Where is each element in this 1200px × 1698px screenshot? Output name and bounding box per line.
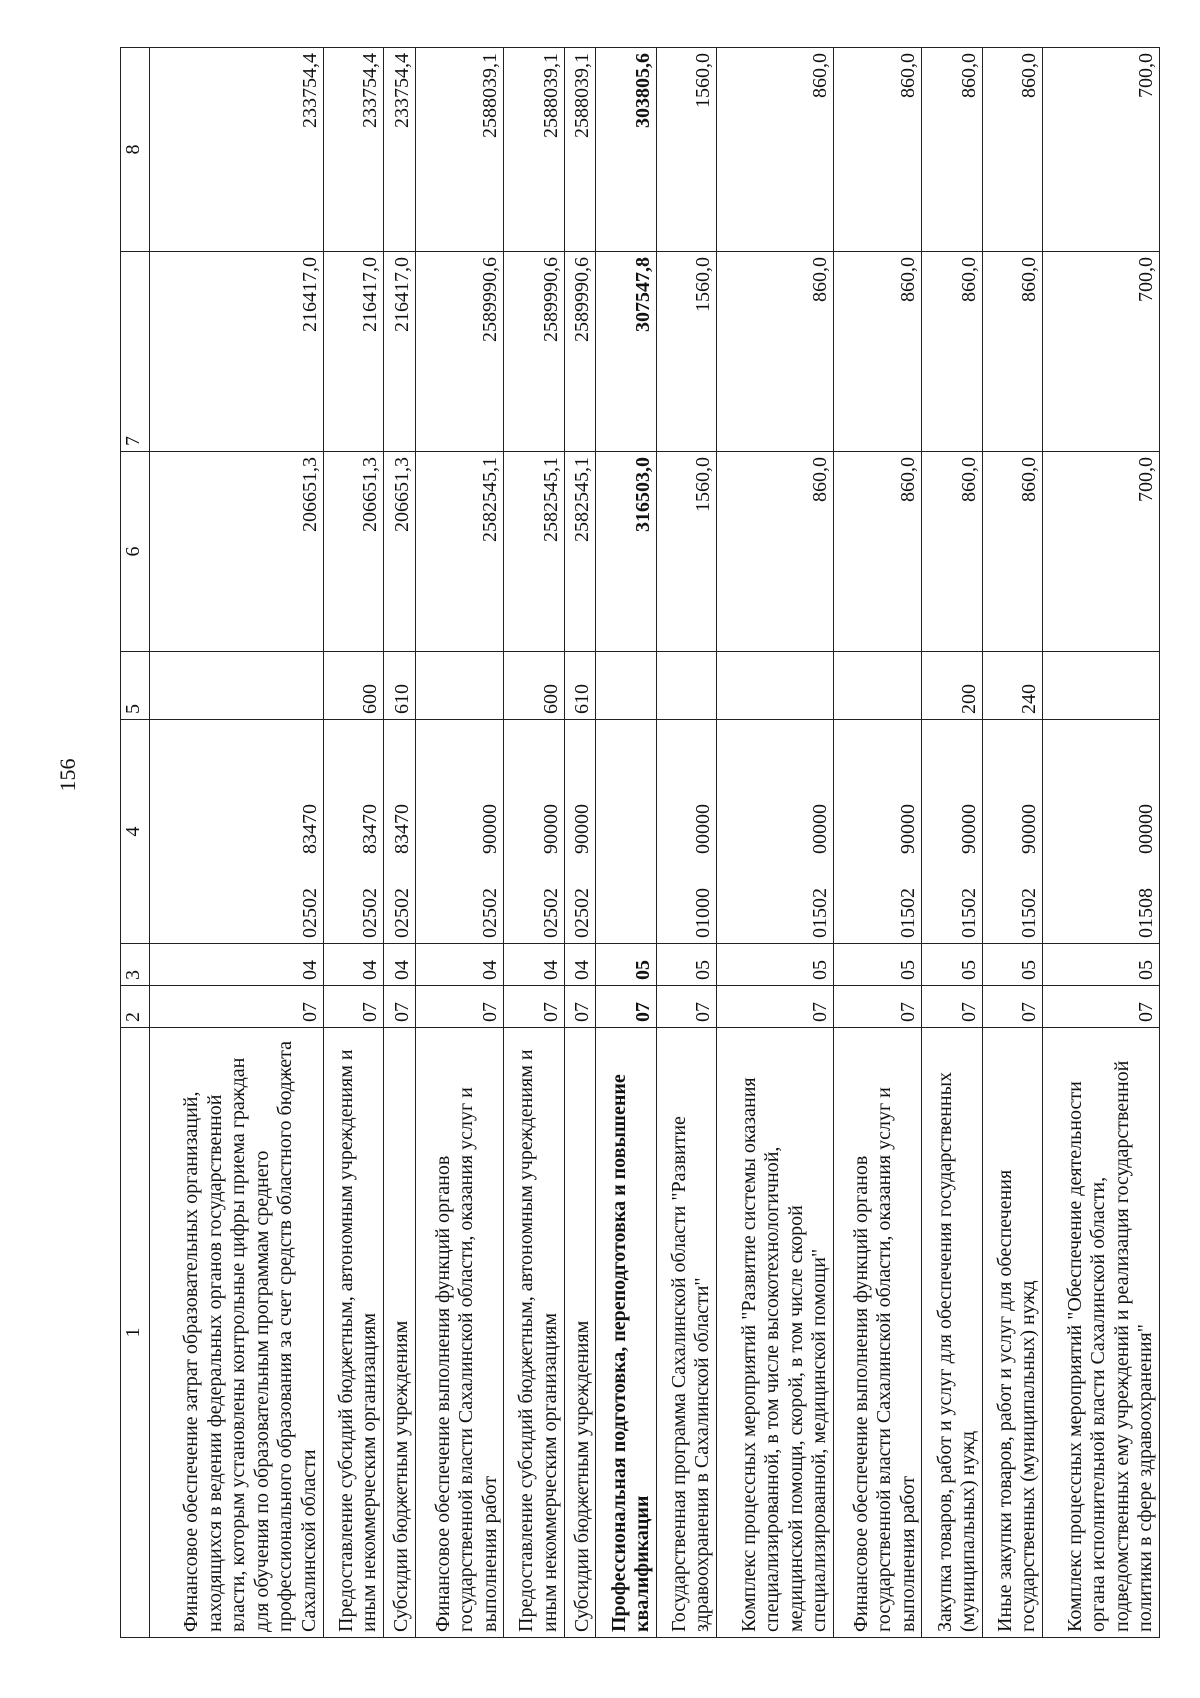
section-code: 07 [1042, 986, 1159, 1028]
amount-col-8: 700,0 [1042, 48, 1159, 252]
row-description: Финансовое обеспечение выполнения функций органов государственной власти Сахалинской области, оказания услуг и выполнения работ [833, 1028, 922, 1638]
target-article-code [504, 720, 564, 944]
subsection-code: 05 [716, 944, 833, 986]
direction-code: 90000 [539, 804, 562, 854]
program-code: 01502 [957, 888, 980, 938]
expense-type-code [656, 652, 716, 720]
amount-col-6: 206651,3 [323, 452, 383, 652]
amount-col-8: 233754,4 [150, 48, 324, 252]
section-code: 07 [415, 986, 504, 1028]
target-article-code [564, 720, 596, 944]
program-code: 01502 [1017, 888, 1040, 938]
expense-type-code [150, 652, 324, 720]
target-article-code [833, 720, 922, 944]
amount-col-6: 860,0 [982, 452, 1042, 652]
expense-type-code: 200 [922, 652, 982, 720]
direction-code: 00000 [808, 804, 831, 854]
amount-col-7: 216417,0 [383, 252, 415, 452]
expense-type-code: 240 [982, 652, 1042, 720]
amount-col-7: 2589990,6 [415, 252, 504, 452]
table-row [383, 48, 415, 1638]
header-row [121, 48, 150, 1638]
section-code: 07 [656, 986, 716, 1028]
row-description: Предоставление субсидий бюджетным, автономным учреждениям и иным некоммерческим организациям [323, 1028, 383, 1638]
amount-col-7: 860,0 [716, 252, 833, 452]
program-code: 02502 [539, 888, 562, 938]
target-article-code [323, 720, 383, 944]
direction-code: 90000 [479, 804, 502, 854]
page-number: 156 [55, 758, 80, 792]
column-header: 7 [121, 252, 150, 452]
table-row [833, 48, 922, 1638]
section-code: 07 [833, 986, 922, 1028]
amount-col-8: 860,0 [982, 48, 1042, 252]
amount-col-8: 303805,6 [596, 48, 656, 252]
direction-code: 90000 [571, 804, 594, 854]
subsection-code: 04 [383, 944, 415, 986]
program-code: 02502 [390, 888, 413, 938]
section-code: 07 [504, 986, 564, 1028]
amount-col-6: 860,0 [833, 452, 922, 652]
direction-code: 90000 [957, 804, 980, 854]
direction-code: 00000 [691, 804, 714, 854]
amount-col-6: 206651,3 [383, 452, 415, 652]
program-code: 02502 [298, 888, 321, 938]
row-description: Субсидии бюджетным учреждениям [564, 1028, 596, 1638]
target-article-code [982, 720, 1042, 944]
subsection-code: 05 [656, 944, 716, 986]
expense-type-code: 600 [504, 652, 564, 720]
table-row [716, 48, 833, 1638]
target-article-code [415, 720, 504, 944]
amount-col-6: 2582545,1 [564, 452, 596, 652]
amount-col-8: 1560,0 [656, 48, 716, 252]
table-row [922, 48, 982, 1638]
table-row [415, 48, 504, 1638]
program-code: 02502 [358, 888, 381, 938]
amount-col-7: 2589990,6 [504, 252, 564, 452]
table-row [1042, 48, 1159, 1638]
section-code: 07 [150, 986, 324, 1028]
amount-col-7: 216417,0 [323, 252, 383, 452]
table-row [323, 48, 383, 1638]
row-description: Государственная программа Сахалинской области "Развитие здравоохранения в Сахалинской области" [656, 1028, 716, 1638]
table-row [656, 48, 716, 1638]
amount-col-7: 860,0 [922, 252, 982, 452]
amount-col-6: 700,0 [1042, 452, 1159, 652]
amount-col-7: 216417,0 [150, 252, 324, 452]
subsection-code: 04 [504, 944, 564, 986]
subsection-code: 05 [982, 944, 1042, 986]
program-code: 01508 [1135, 888, 1157, 938]
budget-table [120, 47, 1160, 1638]
section-code: 07 [716, 986, 833, 1028]
rotated-page [120, 48, 1160, 1638]
subsection-code: 04 [150, 944, 324, 986]
target-article-code [150, 720, 324, 944]
expense-type-code [716, 652, 833, 720]
amount-col-6: 2582545,1 [415, 452, 504, 652]
program-code: 02502 [479, 888, 502, 938]
amount-col-8: 233754,4 [383, 48, 415, 252]
column-header: 6 [121, 452, 150, 652]
row-description: Предоставление субсидий бюджетным, автономным учреждениям и иным некоммерческим организациям [504, 1028, 564, 1638]
section-code: 07 [323, 986, 383, 1028]
subsection-code: 04 [415, 944, 504, 986]
amount-col-8: 2588039,1 [564, 48, 596, 252]
amount-col-7: 860,0 [833, 252, 922, 452]
table-row [504, 48, 564, 1638]
amount-col-6: 206651,3 [150, 452, 324, 652]
direction-code: 00000 [1135, 804, 1157, 854]
amount-col-8: 2588039,1 [504, 48, 564, 252]
row-description: Иные закупки товаров, работ и услуг для обеспечения государственных (муниципальных) нужд [982, 1028, 1042, 1638]
program-code: 02502 [571, 888, 594, 938]
target-article-code [596, 720, 656, 944]
table-row [564, 48, 596, 1638]
row-description: Финансовое обеспечение выполнения функций органов государственной власти Сахалинской области, оказания услуг и выполнения работ [415, 1028, 504, 1638]
target-article-code [922, 720, 982, 944]
row-description: Финансовое обеспечение затрат образовательных организаций, находящихся в ведении федеральных органов государственной власти, которым установлены контрольные цифры приема граждан для обучения по образовательным программам среднего профессионального образования за счет средств областного бюджета Сахалинской области [150, 1028, 324, 1638]
expense-type-code [833, 652, 922, 720]
direction-code: 83470 [390, 804, 413, 854]
subsection-code: 05 [1042, 944, 1159, 986]
row-description: Субсидии бюджетным учреждениям [383, 1028, 415, 1638]
direction-code: 83470 [358, 804, 381, 854]
column-header: 8 [121, 48, 150, 252]
section-code: 07 [383, 986, 415, 1028]
amount-col-7: 307547,8 [596, 252, 656, 452]
column-header: 3 [121, 944, 150, 986]
subsection-code: 05 [833, 944, 922, 986]
subsection-code: 05 [596, 944, 656, 986]
target-article-code [383, 720, 415, 944]
program-code: 01502 [808, 888, 831, 938]
subsection-code: 05 [922, 944, 982, 986]
amount-col-8: 860,0 [716, 48, 833, 252]
amount-col-8: 860,0 [833, 48, 922, 252]
amount-col-8: 233754,4 [323, 48, 383, 252]
amount-col-8: 2588039,1 [415, 48, 504, 252]
row-description: Закупка товаров, работ и услуг для обеспечения государственных (муниципальных) нужд [922, 1028, 982, 1638]
section-code: 07 [982, 986, 1042, 1028]
row-description: Профессиональная подготовка, переподготовка и повышение квалификации [596, 1028, 656, 1638]
amount-col-7: 860,0 [982, 252, 1042, 452]
program-code: 01502 [897, 888, 920, 938]
amount-col-7: 2589990,6 [564, 252, 596, 452]
section-code: 07 [564, 986, 596, 1028]
amount-col-6: 860,0 [922, 452, 982, 652]
amount-col-7: 1560,0 [656, 252, 716, 452]
program-code: 01000 [691, 888, 714, 938]
column-header: 1 [121, 1028, 150, 1638]
table-row [596, 48, 656, 1638]
amount-col-8: 860,0 [922, 48, 982, 252]
table-row [150, 48, 324, 1638]
direction-code: 83470 [298, 804, 321, 854]
section-code: 07 [596, 986, 656, 1028]
expense-type-code: 600 [323, 652, 383, 720]
amount-col-6: 2582545,1 [504, 452, 564, 652]
amount-col-6: 316503,0 [596, 452, 656, 652]
column-header: 5 [121, 652, 150, 720]
target-article-code [656, 720, 716, 944]
expense-type-code [1042, 652, 1159, 720]
column-header: 4 [121, 720, 150, 944]
direction-code: 90000 [1017, 804, 1040, 854]
column-header: 2 [121, 986, 150, 1028]
row-description: Комплекс процессных мероприятий "Обеспечение деятельности органа исполнительной власти Сахалинской области, подведомственных ему учреждений и реализация государственной политики в сфере здравоохранения" [1042, 1028, 1159, 1638]
direction-code: 90000 [897, 804, 920, 854]
expense-type-code: 610 [564, 652, 596, 720]
amount-col-7: 700,0 [1042, 252, 1159, 452]
table-viewport [120, 48, 1200, 1632]
expense-type-code [596, 652, 656, 720]
table-body [150, 48, 1160, 1638]
amount-col-6: 1560,0 [656, 452, 716, 652]
subsection-code: 04 [564, 944, 596, 986]
target-article-code [1042, 720, 1159, 944]
subsection-code: 04 [323, 944, 383, 986]
amount-col-6: 860,0 [716, 452, 833, 652]
expense-type-code [415, 652, 504, 720]
target-article-code [716, 720, 833, 944]
table-row [982, 48, 1042, 1638]
row-description: Комплекс процессных мероприятий "Развитие системы оказания специализированной, в том числе высокотехнологичной, медицинской помощи, скорой, в том числе скорой специализированной, медицинской помощи" [716, 1028, 833, 1638]
expense-type-code: 610 [383, 652, 415, 720]
section-code: 07 [922, 986, 982, 1028]
